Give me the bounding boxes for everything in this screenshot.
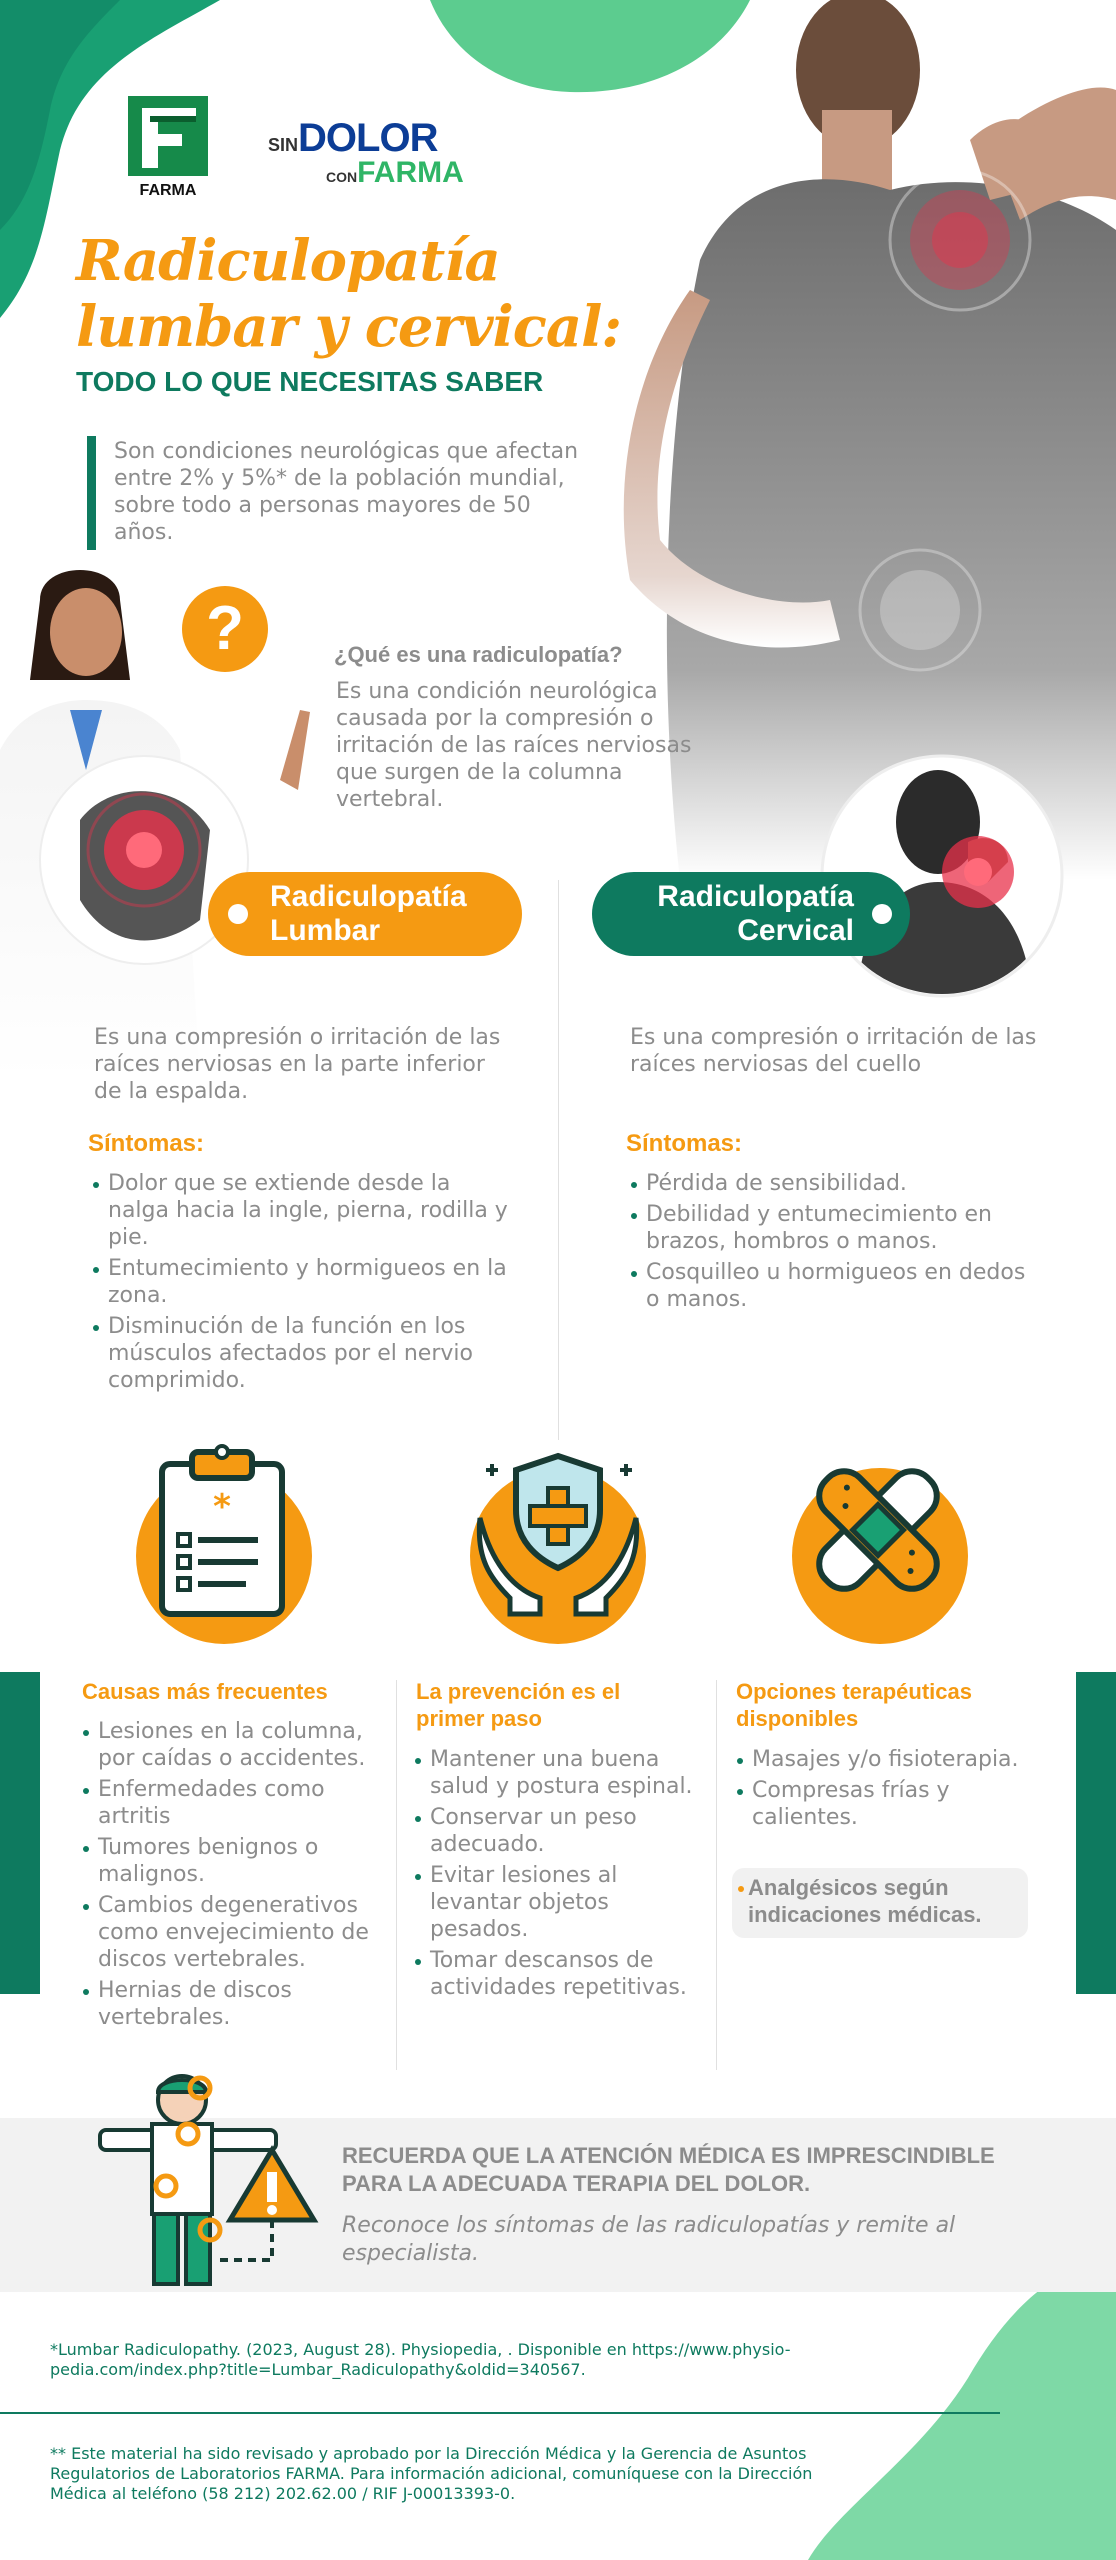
list-item: Mantener una buena salud y postura espinal.: [414, 1746, 704, 1800]
what-is-answer: Es una condición neurológica causada por la compresión o irritación de las raíces nerviosas que surgen de la columna vertebral.: [336, 679, 692, 812]
list-item: Cambios degenerativos como envejecimiento de discos vertebrales.: [82, 1892, 382, 1973]
question-mark-icon: ?: [182, 586, 268, 672]
list-item: Lesiones en la columna, por caídas o accidentes.: [82, 1718, 382, 1772]
list-item: Pérdida de sensibilidad.: [630, 1170, 1030, 1197]
list-item: Evitar lesiones al levantar objetos pesados.: [414, 1862, 704, 1943]
cervical-label-line1: Radiculopatía: [657, 880, 854, 913]
list-item: Tumores benignos o malignos.: [82, 1834, 382, 1888]
prevention-list: [414, 1746, 704, 2005]
prevention-title: La prevención es el primer paso: [416, 1679, 621, 1731]
list-item: Hernias de discos vertebrales.: [82, 1977, 382, 2031]
list-item: Tomar descansos de actividades repetitivas.: [414, 1947, 704, 2001]
list-item: Entumecimiento y hormigueos en la zona.: [92, 1255, 512, 1309]
list-item: Masajes y/o fisioterapia.: [736, 1746, 1026, 1773]
reminder-title: RECUERDA QUE LA ATENCIÓN MÉDICA ES IMPRESCINDIBLE PARA LA ADECUADA TERAPIA DEL DOLOR.: [342, 2143, 995, 2196]
page-subtitle: TODO LO QUE NECESITAS SABER: [76, 366, 544, 397]
causes-prevention-divider: [396, 1680, 397, 2070]
list-item: Conservar un peso adecuado.: [414, 1804, 704, 1858]
right-green-strip: [1076, 1672, 1116, 1994]
campaign-sin: SIN: [268, 135, 299, 155]
bottom-right-green-blob: [808, 2258, 1116, 2560]
cervical-symptoms-title: Síntomas:: [626, 1130, 743, 1157]
cervical-symptoms-list: [630, 1170, 1030, 1317]
reminder-subtitle: Reconoce los síntomas de las radiculopatías y remite al especialista.: [342, 2213, 956, 2266]
left-green-strip: [0, 1672, 40, 1994]
list-item: Disminución de la función en los músculos afectados por el nervio comprimido.: [92, 1313, 512, 1394]
cervical-pill-dot: [872, 904, 892, 924]
clipboard-icon: [156, 1442, 288, 1620]
reference-text: *Lumbar Radiculopathy. (2023, August 28). Physiopedia, . Disponible en https://www.physio-pedia.com/index.php?title=Lumbar_Radiculopathy&oldid=340567.: [50, 2340, 791, 2379]
farma-logo-icon: [128, 96, 208, 176]
page-title: [76, 228, 621, 360]
approval-note: ** Este material ha sido revisado y aprobado por la Dirección Médica y la Gerencia de Asuntos Regulatorios de Laboratorios FARMA. Para información adicional, comuníquese con la Dirección Médica al teléfono (58 212) 202.62.00 / RIF J-00013393-0.: [50, 2444, 813, 2503]
lumbar-label-line1: Radiculopatía: [270, 880, 467, 913]
sin-dolor-con-farma-logo: [268, 118, 464, 188]
title-line-2: lumbar y cervical:: [76, 294, 622, 360]
cervical-label-pill: [592, 872, 910, 956]
list-item: Cosquilleo u hormigueos en dedos o manos.: [630, 1259, 1030, 1313]
prevention-therapy-divider: [716, 1680, 717, 2070]
lumbar-description: Es una compresión o irritación de las raíces nerviosas en la parte inferior de la espalda.: [94, 1025, 501, 1104]
lumbar-symptoms-list: [92, 1170, 512, 1398]
list-item: Debilidad y entumecimiento en brazos, hombros o manos.: [630, 1201, 1030, 1255]
shield-hands-icon: [470, 1448, 646, 1618]
lumbar-pill-dot: [228, 904, 248, 924]
doctor-illustration: [0, 560, 320, 1080]
therapy-title: Opciones terapéuticas disponibles: [736, 1679, 972, 1731]
campaign-farma: FARMA: [357, 156, 464, 189]
lumbar-cervical-divider: [558, 880, 559, 1440]
lumbar-label-line2: Lumbar: [270, 914, 381, 947]
list-item: Dolor que se extiende desde la nalga hacia la ingle, pierna, rodilla y pie.: [92, 1170, 512, 1251]
farma-logo-text: FARMA: [139, 182, 197, 199]
lumbar-symptoms-title: Síntomas:: [88, 1130, 205, 1157]
cervical-label-line2: Cervical: [737, 914, 854, 947]
what-is-question: ¿Qué es una radiculopatía?: [334, 642, 623, 667]
intro-text: Son condiciones neurológicas que afectan entre 2% y 5%* de la población mundial, sobre todo a personas mayores de 50 años.: [114, 439, 579, 545]
campaign-con: CON: [326, 169, 358, 185]
intro-accent-bar: [87, 436, 96, 550]
cervical-label: [657, 880, 854, 948]
svg-text:*: *: [213, 1487, 231, 1527]
footer-divider: [0, 2412, 1000, 2414]
campaign-dolor: DOLOR: [298, 116, 438, 160]
list-item: Enfermedades como artritis: [82, 1776, 382, 1830]
therapy-highlight-text: Analgésicos según indicaciones médicas.: [748, 1874, 1028, 1928]
bandage-icon: [800, 1452, 956, 1608]
lumbar-label: [270, 880, 467, 948]
therapy-list: [736, 1746, 1026, 1835]
causes-list: [82, 1718, 382, 2035]
cervical-description: Es una compresión o irritación de las raíces nerviosas del cuello: [630, 1025, 1037, 1077]
causes-title: Causas más frecuentes: [82, 1679, 328, 1704]
title-line-1: Radiculopatía: [76, 228, 500, 294]
list-item: Compresas frías y calientes.: [736, 1777, 1026, 1831]
lumbar-label-pill: [208, 872, 522, 956]
pain-points-figure-icon: [96, 2070, 322, 2290]
